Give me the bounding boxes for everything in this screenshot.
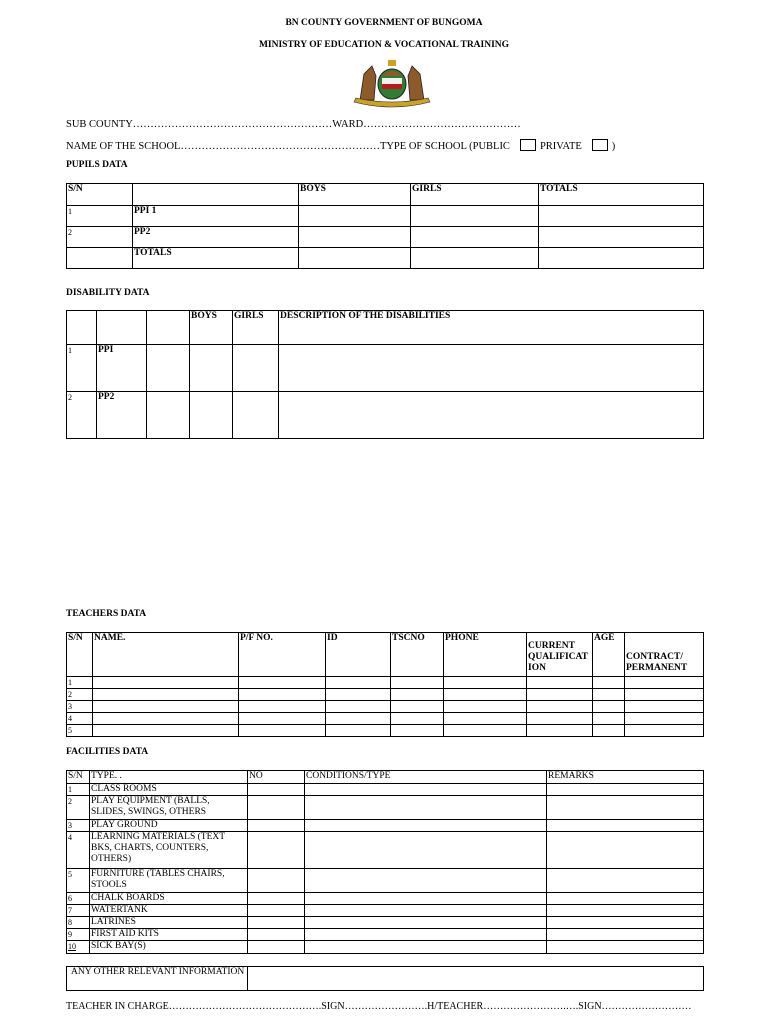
input-cell[interactable] [411, 206, 539, 227]
row-number: 6 [67, 893, 90, 905]
pupils-header-row [67, 184, 704, 206]
input-cell[interactable] [593, 725, 625, 737]
header-cell: TSCNO [391, 633, 444, 677]
table-row [67, 869, 704, 893]
row-label: PPI 1 [133, 206, 299, 227]
input-cell[interactable] [299, 248, 411, 269]
table-row [67, 248, 704, 269]
row-label: PPI [97, 345, 147, 392]
input-cell[interactable] [593, 677, 625, 689]
county-title: BN COUNTY GOVERNMENT OF BUNGOMA [285, 18, 483, 28]
input-cell[interactable] [391, 677, 444, 689]
input-cell[interactable] [93, 689, 239, 701]
input-cell[interactable] [305, 796, 547, 820]
table-row [67, 941, 704, 954]
header-cell: PHONE [444, 633, 527, 677]
input-cell[interactable] [527, 689, 593, 701]
input-cell[interactable] [299, 206, 411, 227]
input-cell[interactable] [547, 869, 704, 893]
input-cell[interactable] [625, 701, 704, 713]
other-info-input[interactable] [248, 967, 704, 991]
facility-type: LATRINES [90, 917, 248, 929]
facility-type: CHALK BOARDS [90, 893, 248, 905]
row-number: 3 [67, 701, 93, 713]
disability-data-title: DISABILITY DATA [66, 288, 150, 298]
input-cell[interactable] [93, 725, 239, 737]
input-cell[interactable] [547, 820, 704, 832]
input-cell[interactable] [326, 689, 391, 701]
header-cell: DESCRIPTION OF THE DISABILITIES [279, 311, 704, 345]
input-cell[interactable] [593, 713, 625, 725]
header-cell: GIRLS [411, 184, 539, 206]
input-cell[interactable] [305, 869, 547, 893]
header-cell: NO [248, 771, 305, 784]
facility-type: CLASS ROOMS [90, 784, 248, 796]
input-cell[interactable] [248, 784, 305, 796]
private-checkbox[interactable] [592, 139, 608, 151]
input-cell[interactable] [190, 345, 233, 392]
input-cell[interactable] [305, 820, 547, 832]
header-cell: S/N [67, 771, 90, 784]
input-cell[interactable] [93, 701, 239, 713]
table-row [67, 784, 704, 796]
input-cell[interactable] [248, 929, 305, 941]
header-cell: REMARKS [547, 771, 704, 784]
input-cell[interactable] [547, 917, 704, 929]
teachers-table [66, 632, 704, 737]
header-cell: S/N [67, 184, 133, 206]
row-number: 2 [67, 796, 90, 820]
input-cell[interactable] [305, 929, 547, 941]
table-row [67, 893, 704, 905]
input-cell[interactable] [391, 689, 444, 701]
input-cell[interactable] [444, 725, 527, 737]
table-row [67, 905, 704, 917]
input-cell[interactable] [190, 392, 233, 439]
input-cell[interactable] [248, 796, 305, 820]
row-number: 7 [67, 905, 90, 917]
row-number: 1 [67, 784, 90, 796]
header-cell: TYPE. . [90, 771, 248, 784]
input-cell[interactable] [239, 713, 326, 725]
row-number: 5 [67, 725, 93, 737]
input-cell[interactable] [305, 905, 547, 917]
table-row [67, 967, 704, 991]
facilities-data-title: FACILITIES DATA [66, 747, 149, 757]
public-checkbox[interactable] [520, 139, 536, 151]
row-number: 3 [67, 820, 90, 832]
header-cell [147, 311, 190, 345]
input-cell[interactable] [547, 893, 704, 905]
row-number: 10 [67, 941, 90, 954]
table-row [67, 345, 704, 392]
input-cell[interactable] [326, 725, 391, 737]
facilities-header-row [67, 771, 704, 784]
row-number: 5 [67, 869, 90, 893]
input-cell[interactable] [539, 248, 704, 269]
input-cell[interactable] [147, 345, 190, 392]
teachers-header-row [67, 633, 704, 677]
input-cell[interactable] [239, 689, 326, 701]
input-cell[interactable] [248, 820, 305, 832]
table-row [67, 689, 704, 701]
header-cell: CURRENT QUALIFICAT ION [527, 633, 593, 677]
input-cell[interactable] [547, 784, 704, 796]
facility-type: LEARNING MATERIALS (TEXT BKS, CHARTS, COUNTERS, OTHERS) [90, 832, 248, 869]
header-cell: ID [326, 633, 391, 677]
table-row [67, 206, 704, 227]
other-info-table [66, 966, 704, 991]
header-cell [97, 311, 147, 345]
header-cell: BOYS [299, 184, 411, 206]
input-cell[interactable] [391, 713, 444, 725]
input-cell[interactable] [248, 832, 305, 869]
input-cell[interactable] [248, 869, 305, 893]
input-cell[interactable] [547, 832, 704, 869]
table-row [67, 392, 704, 439]
input-cell[interactable] [326, 677, 391, 689]
input-cell[interactable] [147, 392, 190, 439]
input-cell[interactable] [93, 677, 239, 689]
table-row [67, 713, 704, 725]
input-cell[interactable] [625, 725, 704, 737]
school-name-type-line [66, 139, 615, 152]
table-row [67, 677, 704, 689]
school-name-label: NAME OF THE SCHOOL…………………………………………………TYPE OF SCHOOL (PUBLIC [66, 141, 510, 152]
input-cell[interactable] [444, 677, 527, 689]
row-number: 2 [67, 227, 133, 248]
disability-table [66, 310, 704, 439]
input-cell[interactable] [239, 677, 326, 689]
header-cell: NAME. [93, 633, 239, 677]
row-number: 2 [67, 392, 97, 439]
teachers-data-title: TEACHERS DATA [66, 609, 147, 619]
row-number: 2 [67, 689, 93, 701]
facilities-table [66, 770, 704, 954]
ministry-title: MINISTRY OF EDUCATION & VOCATIONAL TRAINING [258, 40, 510, 50]
input-cell[interactable] [527, 677, 593, 689]
input-cell[interactable] [248, 905, 305, 917]
header-cell [67, 311, 97, 345]
input-cell[interactable] [248, 893, 305, 905]
table-row [67, 796, 704, 820]
closing-paren: ) [611, 141, 616, 152]
facility-type: SICK BAY(S) [90, 941, 248, 954]
row-number: 1 [67, 345, 97, 392]
input-cell[interactable] [539, 227, 704, 248]
input-cell[interactable] [248, 941, 305, 954]
input-cell[interactable] [279, 345, 704, 392]
row-number: 8 [67, 917, 90, 929]
input-cell[interactable] [593, 701, 625, 713]
row-number: 1 [67, 677, 93, 689]
facility-type: FIRST AID KITS [90, 929, 248, 941]
table-row [67, 929, 704, 941]
header-cell: P/F NO. [239, 633, 326, 677]
table-row [67, 725, 704, 737]
private-label: PRIVATE [539, 141, 582, 152]
facility-type: PLAY EQUIPMENT (BALLS, SLIDES, SWINGS, OTHERS [90, 796, 248, 820]
row-number [67, 248, 133, 269]
input-cell[interactable] [539, 206, 704, 227]
input-cell[interactable] [411, 248, 539, 269]
county-crest-logo [346, 56, 438, 110]
header-cell: S/N [67, 633, 93, 677]
input-cell[interactable] [233, 345, 279, 392]
row-label: TOTALS [133, 248, 299, 269]
table-row [67, 227, 704, 248]
facility-type: FURNITURE (TABLES CHAIRS, STOOLS [90, 869, 248, 893]
input-cell[interactable] [326, 701, 391, 713]
input-cell[interactable] [391, 701, 444, 713]
table-row [67, 820, 704, 832]
table-row [67, 701, 704, 713]
header-cell: GIRLS [233, 311, 279, 345]
header-cell: TOTALS [539, 184, 704, 206]
row-label: PP2 [133, 227, 299, 248]
row-number: 9 [67, 929, 90, 941]
input-cell[interactable] [547, 796, 704, 820]
row-number: 1 [67, 206, 133, 227]
header-cell: AGE [593, 633, 625, 677]
header-cell [133, 184, 299, 206]
input-cell[interactable] [547, 929, 704, 941]
input-cell[interactable] [299, 227, 411, 248]
header-cell: CONTRACT/ PERMANENT [625, 633, 704, 677]
input-cell[interactable] [305, 917, 547, 929]
input-cell[interactable] [305, 832, 547, 869]
input-cell[interactable] [444, 689, 527, 701]
input-cell[interactable] [625, 713, 704, 725]
row-number: 4 [67, 713, 93, 725]
input-cell[interactable] [444, 701, 527, 713]
input-cell[interactable] [547, 905, 704, 917]
input-cell[interactable] [527, 713, 593, 725]
input-cell[interactable] [279, 392, 704, 439]
facility-type: PLAY GROUND [90, 820, 248, 832]
input-cell[interactable] [625, 689, 704, 701]
input-cell[interactable] [444, 713, 527, 725]
row-label: PP2 [97, 392, 147, 439]
pupils-table [66, 183, 704, 269]
signature-line: TEACHER IN CHARGE……………………………………….SIGN…………………….H/TEACHER…………………….….SIGN……………………… [66, 1001, 692, 1012]
input-cell[interactable] [547, 941, 704, 954]
table-row [67, 832, 704, 869]
input-cell[interactable] [391, 725, 444, 737]
table-row [67, 917, 704, 929]
input-cell[interactable] [326, 713, 391, 725]
input-cell[interactable] [93, 713, 239, 725]
input-cell[interactable] [305, 941, 547, 954]
header-cell: BOYS [190, 311, 233, 345]
disability-header-row [67, 311, 704, 345]
input-cell[interactable] [625, 677, 704, 689]
pupils-data-title: PUPILS DATA [66, 160, 128, 170]
input-cell[interactable] [248, 917, 305, 929]
row-number: 4 [67, 832, 90, 869]
header-cell: CONDITIONS/TYPE [305, 771, 547, 784]
other-info-label: ANY OTHER RELEVANT INFORMATION [67, 967, 248, 991]
sub-county-ward-line: SUB COUNTY…………………………………………………WARD……………………………………… [66, 119, 521, 130]
input-cell[interactable] [305, 893, 547, 905]
input-cell[interactable] [305, 784, 547, 796]
input-cell[interactable] [593, 689, 625, 701]
input-cell[interactable] [233, 392, 279, 439]
input-cell[interactable] [239, 725, 326, 737]
input-cell[interactable] [527, 725, 593, 737]
input-cell[interactable] [239, 701, 326, 713]
input-cell[interactable] [527, 701, 593, 713]
input-cell[interactable] [411, 227, 539, 248]
facility-type: WATERTANK [90, 905, 248, 917]
